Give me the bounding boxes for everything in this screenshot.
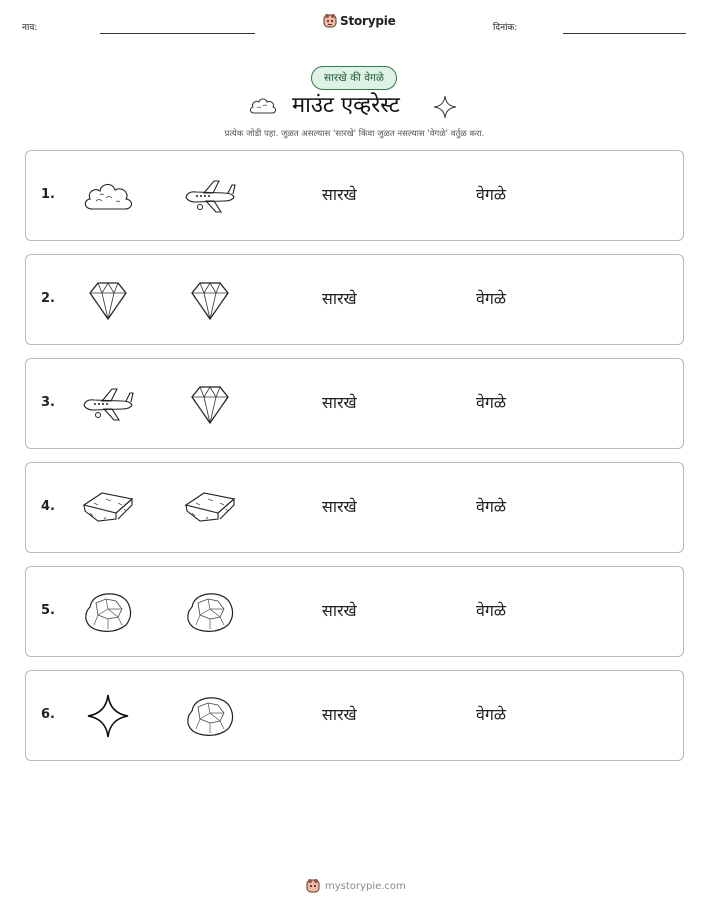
different-option[interactable]: वेगळे (476, 497, 507, 516)
different-option[interactable]: वेगळे (476, 705, 507, 724)
same-option[interactable]: सारखे (322, 705, 357, 724)
question-row (25, 150, 684, 241)
diamond-icon (180, 275, 240, 325)
same-option[interactable]: सारखे (322, 289, 357, 308)
rock-icon (180, 587, 240, 637)
cloud-icon (78, 171, 138, 221)
same-option[interactable]: सारखे (322, 601, 357, 620)
airplane-icon (180, 171, 240, 221)
storypie-mascot-icon (306, 878, 320, 894)
instruction-text: प्रत्येक जोडी पहा. जुळत असल्यास 'सारखे' किंवा जुळत नसल्यास 'वेगळे' वर्तुळ करा. (224, 129, 485, 139)
question-row (25, 670, 684, 761)
question-row (25, 358, 684, 449)
question-number: 4. (41, 499, 55, 514)
same-option[interactable]: सारखे (322, 497, 357, 516)
storypie-logo (323, 13, 396, 29)
name-label: नाव: (22, 23, 38, 33)
question-number: 3. (41, 395, 55, 410)
diamond-icon (180, 379, 240, 429)
question-row (25, 566, 684, 657)
question-number: 1. (41, 187, 55, 202)
rock-icon (180, 691, 240, 741)
rock-icon (78, 587, 138, 637)
different-option[interactable]: वेगळे (476, 289, 507, 308)
cloud-icon (248, 93, 278, 119)
date-label: दिनांक: (493, 23, 518, 33)
worksheet-type-badge: सारखे की वेगळे (311, 66, 397, 90)
same-option[interactable]: सारखे (322, 185, 357, 204)
different-option[interactable]: वेगळे (476, 185, 507, 204)
airplane-icon (78, 379, 138, 429)
page-title: माउंट एव्हरेस्ट (292, 93, 400, 118)
question-row (25, 254, 684, 345)
footer (306, 878, 406, 894)
date-field[interactable] (563, 33, 686, 34)
storypie-mascot-icon (323, 13, 337, 29)
footer-url: mystorypie.com (325, 880, 406, 892)
question-number: 2. (41, 291, 55, 306)
same-option[interactable]: सारखे (322, 393, 357, 412)
stone-slab-icon (78, 483, 138, 533)
different-option[interactable]: वेगळे (476, 393, 507, 412)
brand-name: Storypie (340, 14, 396, 28)
stone-slab-icon (180, 483, 240, 533)
question-number: 6. (41, 707, 55, 722)
different-option[interactable]: वेगळे (476, 601, 507, 620)
name-field[interactable] (100, 33, 255, 34)
question-row (25, 462, 684, 553)
question-number: 5. (41, 603, 55, 618)
sparkle-icon (432, 94, 458, 120)
sparkle-icon (78, 691, 138, 741)
diamond-icon (78, 275, 138, 325)
